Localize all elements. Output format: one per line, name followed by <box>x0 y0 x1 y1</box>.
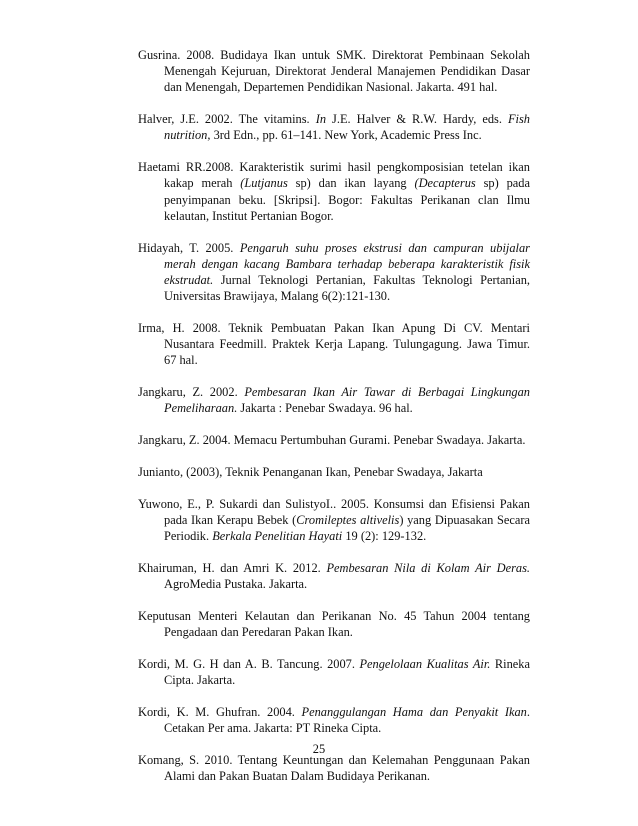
reference-text: J.E. Halver & R.W. Hardy, eds. <box>326 112 508 127</box>
reference-entry <box>138 384 530 416</box>
reference-text: Komang, S. 2010. Tentang Keuntungan dan Kelemahan Penggunaan Pakan Alami dan Pakan Buatan Dalam Budidaya Perikanan. <box>138 753 530 784</box>
reference-text: Hidayah, T. 2005. <box>138 240 240 255</box>
reference-italic-text: Penanggulangan Hama dan Penyakit Ikan <box>301 705 527 720</box>
reference-text: Kordi, K. M. Ghufran. 2004. <box>138 705 302 720</box>
reference-text: Jurnal Teknologi Pertanian, Fakultas Teknologi Pertanian, Universitas Brawijaya, Malang 6(2):121-130. <box>164 273 530 304</box>
reference-text: . Cetakan Per ama. Jakarta: PT Rineka Cipta. <box>164 705 530 736</box>
reference-text: Kordi, M. G. H dan A. B. Tancung. 2007. <box>138 657 360 672</box>
reference-entry <box>138 704 530 736</box>
reference-entry <box>138 47 530 96</box>
reference-text: 19 (2): 129-132. <box>342 529 427 544</box>
reference-entry <box>138 560 530 592</box>
reference-text: sp) pada penyimpanan beku. [Skripsi]. Bogor: Fakultas Perikanan clan Ilmu kelautan, Institut Pertanian Bogor. <box>164 176 530 223</box>
page-number: 25 <box>312 742 326 756</box>
reference-text: Haetami RR.2008. Karakteristik surimi hasil pengkomposisian tetelan ikan kakap merah <box>138 160 530 191</box>
reference-entry <box>138 496 530 545</box>
reference-entry <box>138 240 530 305</box>
reference-list <box>138 47 530 784</box>
reference-entry <box>138 320 530 369</box>
reference-text: Jakarta : Penebar Swadaya. 96 hal. <box>237 401 413 416</box>
reference-text: Gusrina. 2008. Budidaya Ikan untuk SMK. Direktorat Pembinaan Sekolah Menengah Kejuruan, Direktorat Jenderal Manajemen Pendidikan Dasar dan Menengah, Departemen Pendidikan Nasional. Jakarta. 491 hal. <box>138 48 530 95</box>
reference-italic-text: Pembesaran Ikan Air Tawar di Berbagai Lingkungan Pemeliharaan. <box>164 385 530 416</box>
reference-text: 3rd Edn., pp. 61–141. New York, Academic Press Inc. <box>210 128 482 143</box>
reference-text: sp) dan ikan layang <box>287 176 415 191</box>
reference-text: Irma, H. 2008. Teknik Pembuatan Pakan Ikan Apung Di CV. Mentari Nusantara Feedmill. Praktek Kerja Lapang. Tulungagung. Jawa Timur. 67 hal. <box>138 321 530 368</box>
reference-text: Rineka Cipta. Jakarta. <box>164 657 531 688</box>
reference-text: Keputusan Menteri Kelautan dan Perikanan No. 45 Tahun 2004 tentang Pengadaan dan Peredaran Pakan Ikan. <box>138 609 530 640</box>
reference-italic-text: (Lutjanus <box>240 176 288 191</box>
reference-entry <box>138 111 530 143</box>
reference-text: AgroMedia Pustaka. Jakarta. <box>164 577 308 592</box>
reference-italic-text: Berkala Penelitian Hayati <box>212 529 343 544</box>
reference-italic-text: Pengaruh suhu proses ekstrusi dan campuran ubijalar merah dengan kacang Bambara terhadap beberapa karakteristik fisik ekstrudat. <box>164 240 530 288</box>
reference-italic-text: Pengelolaan Kualitas Air. <box>359 657 491 672</box>
reference-italic-text: (Decapterus <box>414 176 476 191</box>
reference-italic-text: Pembesaran Nila di Kolam Air Deras. <box>326 561 531 576</box>
reference-text: Jangkaru, Z. 2002. <box>138 385 245 400</box>
reference-italic-text: In <box>315 112 327 127</box>
reference-entry <box>138 432 530 448</box>
reference-italic-text: Cromileptes altivelis <box>296 513 400 528</box>
reference-text: Halver, J.E. 2002. The vitamins. <box>138 112 316 127</box>
reference-entry <box>138 656 530 688</box>
reference-text: Yuwono, E., P. Sukardi dan SulistyoI.. 2005. Konsumsi dan Efisiensi Pakan pada Ikan Kerapu Bebek ( <box>138 496 530 528</box>
reference-entry <box>138 464 530 480</box>
reference-text: Junianto, (2003), Teknik Penanganan Ikan, Penebar Swadaya, Jakarta <box>138 465 483 480</box>
reference-text: Jangkaru, Z. 2004. Memacu Pertumbuhan Gurami. Penebar Swadaya. Jakarta. <box>138 433 526 448</box>
reference-entry <box>138 608 530 640</box>
reference-entry <box>138 159 530 224</box>
reference-text: ) yang Dipuasakan Secara Periodik. <box>164 513 531 544</box>
reference-italic-text: Fish nutrition, <box>164 112 530 143</box>
reference-text: Khairuman, H. dan Amri K. 2012. <box>138 561 327 576</box>
